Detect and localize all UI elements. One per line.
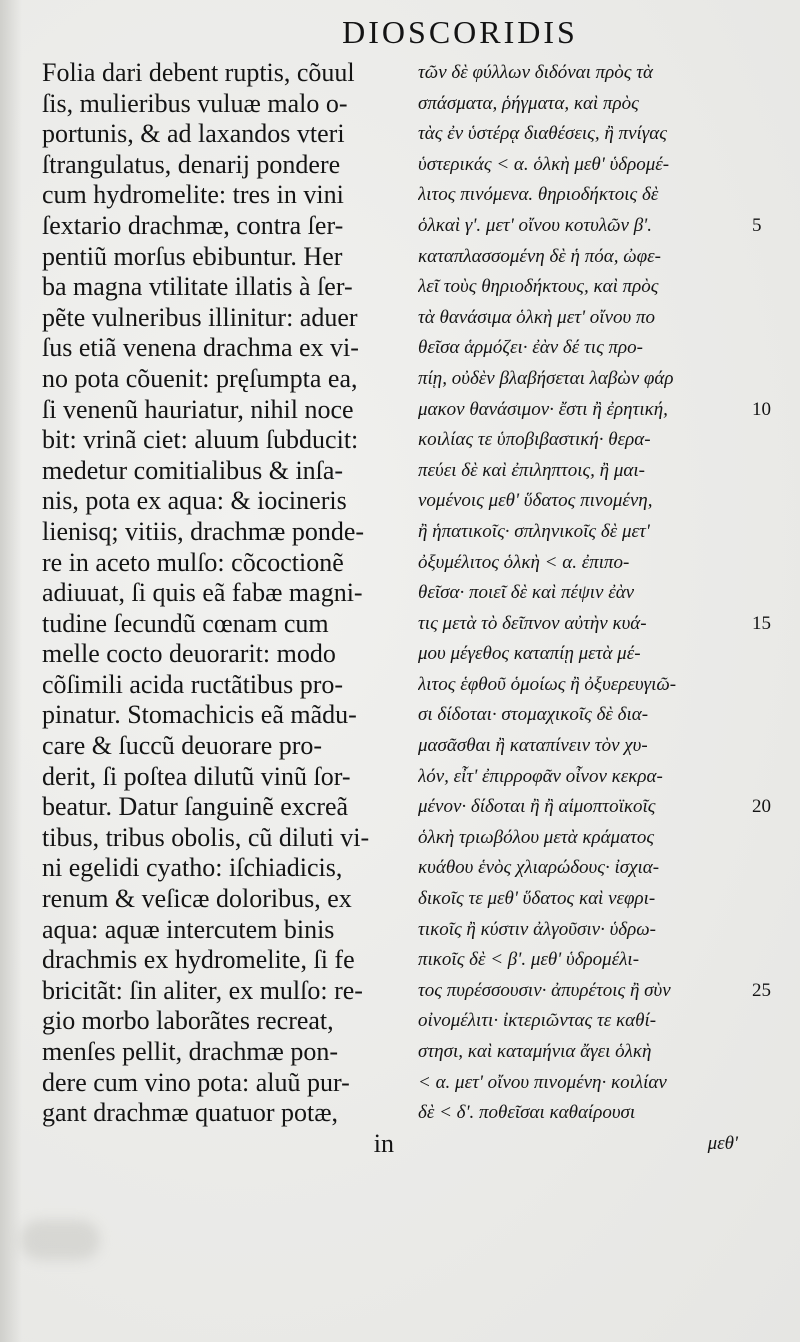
greek-text-line: σι δίδοται· στομαχικοῖς δὲ δια-	[418, 704, 649, 726]
greek-text-line: μένον· δίδοται ἢ ἢ αἱμοπτοϊκοῖς	[418, 796, 656, 818]
latin-text-line: menſes pellit, drachmæ pon-	[42, 1037, 339, 1066]
greek-text-line: θεῖσα· ποιεῖ δὲ καὶ πέψιν ἐὰν	[418, 582, 635, 604]
latin-text-line: adiuuat, ſi quis eã fabæ magni-	[42, 578, 363, 608]
greek-text-line: στησι, καὶ καταμήνια ἄγει ὁλκὴ	[418, 1041, 652, 1062]
line-number: 15	[752, 612, 771, 634]
latin-text-line: Folia dari debent ruptis, cõuul	[42, 58, 355, 87]
catchword: μεθ'	[707, 1132, 738, 1154]
greek-text-line: ὀξυμέλιτος ὁλκὴ < α. ἐπιπο-	[418, 551, 630, 573]
latin-text-line: re in aceto mulſo: cõcoctionẽ	[42, 547, 344, 577]
greek-text-line: δὲ < δ'. ποθεῖσαι καθαίρουσι	[418, 1102, 636, 1124]
greek-text-line: πεύει δὲ καὶ ἐπιληπτοις, ἢ μαι-	[418, 459, 645, 481]
greek-text-line: μακον θανάσιμον· ἔστι ἢ ἐρητική,	[418, 398, 668, 420]
greek-column	[418, 58, 748, 1159]
greek-text-line: καταπλασσομένη δὲ ἡ πόα, ὠφε-	[418, 245, 661, 267]
greek-text-line: τος πυρέσσουσιν· ἀπυρέτοις ἢ σὺν	[418, 979, 671, 1001]
latin-text-line: nis, pota ex aqua: & iocineris	[42, 486, 347, 516]
latin-text-line: ſus etiã venena drachma ex vi-	[42, 333, 359, 363]
latin-text-line: medetur comitialibus & inſa-	[42, 455, 344, 485]
greek-text-line: ἢ ἡπατικοῖς· σπληνικοῖς δὲ μετ'	[418, 520, 650, 542]
greek-text-line: κυάθου ἑνὸς χλιαρώδους· ἰσχια-	[418, 857, 660, 879]
latin-text-line: care & ſuccũ deuorare pro-	[42, 731, 323, 761]
latin-text-line: bricitãt: ſin aliter, ex mulſo: re-	[42, 975, 363, 1005]
latin-text-line: ſis, mulieribus vuluæ malo o-	[42, 88, 348, 118]
latin-text-line: melle cocto deuorarit: modo	[42, 639, 336, 669]
latin-text-line: beatur. Datur ſanguinẽ excreã	[42, 792, 349, 822]
greek-text-line: λιτος ἑφθοῦ ὁμοίως ἢ ὀξυερευγιῶ-	[418, 673, 677, 695]
latin-column	[42, 58, 410, 1159]
latin-text-line: cõſimili acida ructãtibus pro-	[42, 669, 344, 699]
latin-text-line: ſtrangulatus, denarij pondere	[42, 149, 341, 179]
greek-text-line: λεῖ τοὺς θηριοδήκτους, καὶ πρὸς	[418, 276, 659, 298]
latin-text-line: cum hydromelite: tres in vini	[42, 180, 344, 210]
greek-text-line: λόν, εἶτ' ἐπιρροφᾶν οἶνον κεκρα-	[418, 765, 663, 787]
greek-text-line: σπάσματα, ῥήγματα, καὶ πρὸς	[418, 92, 639, 114]
greek-text-line: τις μετὰ τὸ δεῖπνον αὐτὴν κυά-	[418, 612, 647, 634]
greek-text-line: τῶν δὲ φύλλων διδόναι πρὸς τὰ	[418, 62, 654, 83]
latin-text-line: drachmis ex hydromelite, ſi fe	[42, 945, 355, 975]
running-head: DIOSCORIDIS	[342, 14, 578, 50]
greek-text-line: ὁλκὴ τριωβόλου μετὰ κράματος	[418, 826, 655, 848]
line-number: 5	[752, 215, 762, 236]
latin-text-line: renum & veſicæ doloribus, ex	[42, 884, 352, 914]
greek-text-line: κοιλίας τε ὑποβιβαστική· θερα-	[418, 429, 651, 451]
greek-text-line: < α. μετ' οἴνου πινομένη· κοιλίαν	[418, 1071, 667, 1093]
latin-text-line: tudine ſecundũ cœnam cum	[42, 608, 329, 638]
latin-text-line: pentiũ morſus ebibuntur. Her	[42, 241, 343, 271]
greek-text-line: τικοῖς ἢ κύστιν ἀλγοῦσιν· ὑδρω-	[418, 918, 656, 940]
greek-text-line: μου μέγεθος καταπίῃ μετὰ μέ-	[418, 643, 641, 665]
latin-text-line: derit, ſi poſtea dilutũ vinũ ſor-	[42, 761, 351, 791]
latin-text-line: ſi venenũ hauriatur, nihil noce	[42, 394, 354, 424]
latin-text-line: tibus, tribus obolis, cũ diluti vi-	[42, 822, 370, 852]
greek-text-line: λιτος πινόμενα. θηριοδήκτοις δὲ	[418, 184, 659, 206]
greek-text-line: πικοῖς δὲ < β'. μεθ' ὑδρομέλι-	[418, 949, 640, 971]
greek-text-line: τὰ θανάσιμα ὁλκὴ μετ' οἴνου πο	[418, 306, 656, 328]
greek-text-line: δικοῖς τε μεθ' ὕδατος καὶ νεφρι-	[418, 888, 656, 910]
latin-text-line: aqua: aquæ intercutem binis	[42, 914, 335, 944]
greek-text-line: τὰς ἐν ὑστέρᾳ διαθέσεις, ἢ πνίγας	[418, 123, 667, 145]
latin-text-line: lienisq; vitiis, drachmæ ponde-	[42, 516, 365, 546]
greek-text-line: ὑστερικάς < α. ὁλκὴ μεθ' ὑδρομέ-	[418, 153, 670, 175]
latin-text-line: pinatur. Stomachicis eã mãdu-	[42, 700, 357, 730]
line-number: 25	[752, 980, 771, 1001]
latin-text-line: dere cum vino pota: aluũ pur-	[42, 1067, 350, 1097]
latin-text-line: portunis, & ad laxandos vteri	[42, 119, 345, 149]
latin-text-line: no pota cõuenit: pręſumpta ea,	[42, 363, 358, 393]
greek-text-line: ὁλκαὶ γ'. μετ' οἴνου κοτυλῶν β'.	[418, 214, 652, 236]
latin-text-line: ni egelidi cyatho: iſchiadicis,	[42, 853, 343, 883]
ink-smudge	[20, 1220, 100, 1260]
greek-text-line: μασᾶσθαι ἢ καταπίνειν τὸν χυ-	[418, 735, 648, 757]
line-number: 20	[752, 796, 771, 818]
greek-text-line: νομένοις μεθ' ὕδατος πινομένη,	[418, 490, 653, 512]
latin-text-line: gio morbo laborãtes recreat,	[42, 1006, 334, 1036]
catchword: in	[373, 1128, 394, 1158]
greek-text-line: πίῃ, οὐδὲν βλαβήσεται λαβὼν φάρ	[418, 367, 674, 389]
latin-text-line: pẽte vulneribus illinitur: aduer	[42, 302, 358, 332]
latin-text-line: bit: vrinã ciet: aluum ſubducit:	[42, 425, 359, 455]
latin-text-line: ba magna vtilitate illatis à ſer-	[42, 272, 353, 302]
line-number: 10	[752, 398, 771, 420]
greek-text-line: οἰνομέλιτι· ἰκτεριῶντας τε καθί-	[418, 1010, 657, 1032]
latin-text-line: gant drachmæ quatuor potæ,	[42, 1098, 339, 1128]
greek-text-line: θεῖσα ἁρμόζει· ἐὰν δέ τις προ-	[418, 337, 643, 359]
latin-text-line: ſextario drachmæ, contra ſer-	[42, 210, 344, 240]
